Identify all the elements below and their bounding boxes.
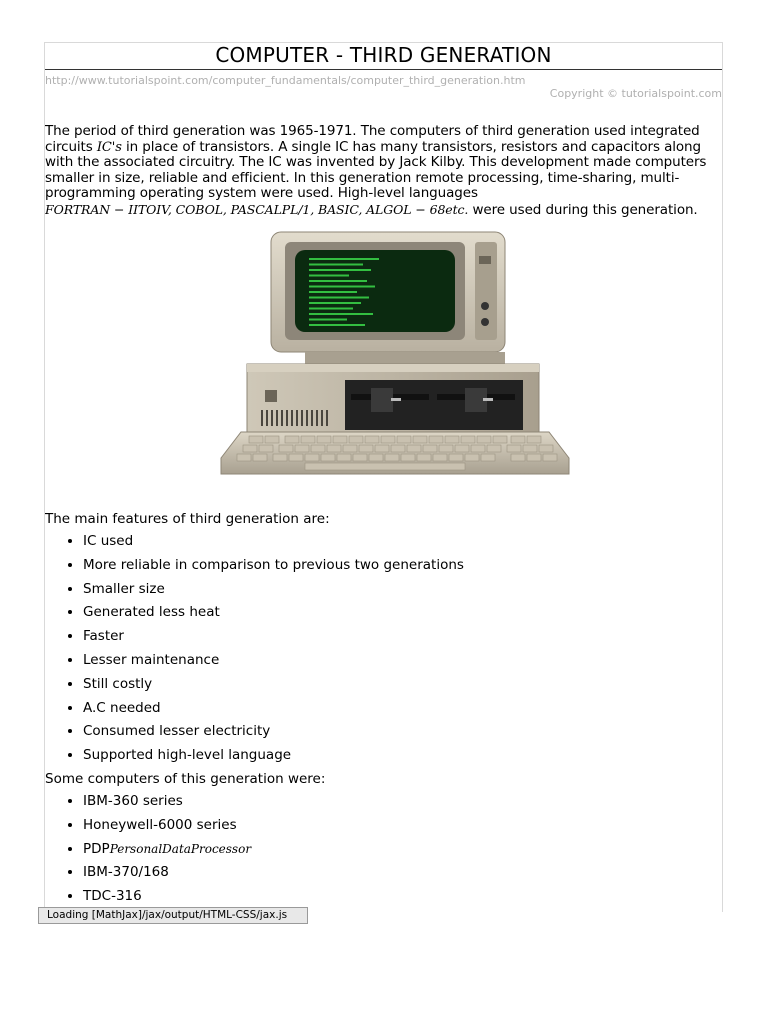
list-item: • Faster bbox=[83, 627, 722, 645]
intro-text-1: The period of third generation was 1965-1971. The computers of third generation used integrated circuits bbox=[45, 123, 700, 155]
list-item: • A.C needed bbox=[83, 699, 722, 717]
mathjax-loading-status: Loading [MathJax]/jax/output/HTML-CSS/jax.js bbox=[38, 907, 308, 924]
math-ics: IC's bbox=[96, 139, 122, 155]
list-item: • Honeywell-6000 series bbox=[83, 816, 722, 834]
features-list bbox=[45, 532, 722, 764]
list-item: • TDC-316 bbox=[83, 887, 722, 905]
list-item: • PDPPersonalDataProcessor bbox=[83, 840, 722, 858]
list-item: • IBM-360 series bbox=[83, 792, 722, 810]
list-item: • IC used bbox=[83, 532, 722, 550]
features-heading: The main features of third generation are: bbox=[45, 511, 330, 527]
ibm-pc-illustration bbox=[45, 228, 723, 498]
computer-image bbox=[45, 228, 722, 498]
list-item: • Consumed lesser electricity bbox=[83, 722, 722, 740]
intro-paragraph bbox=[45, 124, 722, 218]
computers-list bbox=[45, 792, 722, 905]
list-item: • Lesser maintenance bbox=[83, 651, 722, 669]
list-item: • IBM-370/168 bbox=[83, 863, 722, 881]
page-title: COMPUTER - THIRD GENERATION bbox=[45, 43, 722, 70]
copyright-notice: Copyright © tutorialspoint.com bbox=[549, 87, 722, 100]
list-item: • Smaller size bbox=[83, 580, 722, 598]
document-page bbox=[44, 42, 723, 912]
list-item: • Supported high-level language bbox=[83, 746, 722, 764]
source-url[interactable]: http://www.tutorialspoint.com/computer_fundamentals/computer_third_generation.htm bbox=[45, 74, 526, 87]
computers-heading: Some computers of this generation were: bbox=[45, 770, 326, 787]
math-pdp: PersonalDataProcessor bbox=[109, 841, 252, 856]
list-item: • Generated less heat bbox=[83, 603, 722, 621]
list-item: • More reliable in comparison to previous two generations bbox=[83, 556, 722, 574]
intro-text-2: in place of transistors. A single IC has many transistors, resistors and capacitors along with the associated circuitry. The IC was invented by Jack Kilby. This development made computers smaller in size, reliable and efficient. In this generation remote processing, time-sharing, multi-programming operating system were used. High-level languages bbox=[45, 138, 707, 201]
math-languages: FORTRAN − IITOIV, COBOL, PASCALPL/1, BASIC, ALGOL − 68etc. bbox=[45, 201, 469, 217]
list-item: • Still costly bbox=[83, 675, 722, 693]
intro-text-3: were used during this generation. bbox=[468, 201, 698, 218]
